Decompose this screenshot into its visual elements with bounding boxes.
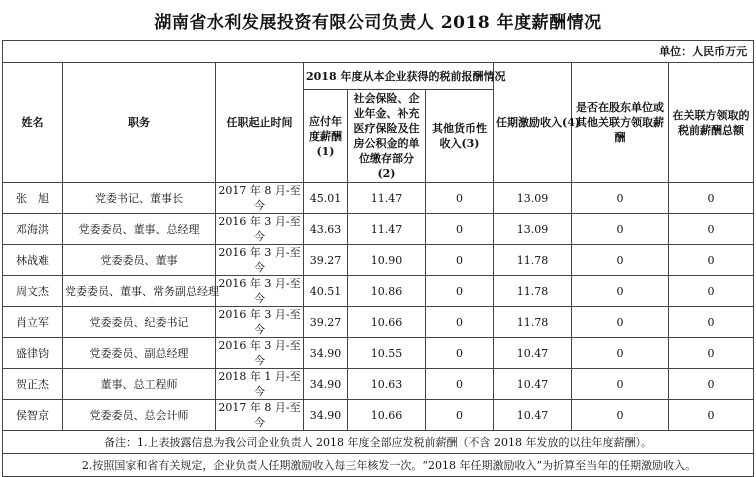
cell-salary: 40.51 [304, 276, 348, 307]
cell-incentive: 11.78 [494, 276, 572, 307]
cell-other-income: 0 [426, 338, 494, 369]
cell-term: 2017 年 8 月-至今 [216, 183, 304, 214]
cell-shareholder-pay: 0 [572, 369, 669, 400]
cell-insurance: 11.47 [348, 183, 426, 214]
header-salary: 应付年度薪酬(1) [304, 90, 348, 183]
salary-table [2, 40, 754, 477]
cell-name: 侯智京 [3, 400, 63, 431]
header-group-income: 2018 年度从本企业获得的税前报酬情况 [304, 63, 494, 90]
note-2: 2.按照国家和省有关规定，企业负责人任期激励收入每三年核发一次。“2018 年任期激励收入”为折算至当年的任期激励收入。 [3, 454, 754, 477]
cell-position: 党委委员、总会计师 [63, 400, 216, 431]
cell-shareholder-pay: 0 [572, 400, 669, 431]
cell-insurance: 10.63 [348, 369, 426, 400]
cell-salary: 45.01 [304, 183, 348, 214]
header-term: 任职起止时间 [216, 63, 304, 183]
table-row [3, 307, 754, 338]
cell-incentive: 13.09 [494, 214, 572, 245]
cell-other-income: 0 [426, 400, 494, 431]
cell-term: 2016 年 3 月-至今 [216, 214, 304, 245]
header-shareholder-pay: 是否在股东单位或其他关联方领取薪酬 [572, 63, 669, 183]
cell-position: 董事、总工程师 [63, 369, 216, 400]
cell-other-income: 0 [426, 183, 494, 214]
cell-insurance: 10.55 [348, 338, 426, 369]
cell-name: 张 旭 [3, 183, 63, 214]
table-row [3, 214, 754, 245]
cell-related-total: 0 [669, 245, 754, 276]
table-row [3, 183, 754, 214]
document-title: 湖南省水利发展投资有限公司负责人 2018 年度薪酬情况 [154, 13, 602, 33]
cell-related-total: 0 [669, 214, 754, 245]
cell-related-total: 0 [669, 183, 754, 214]
cell-term: 2016 年 3 月-至今 [216, 307, 304, 338]
header-insurance: 社会保险、企业年金、补充医疗保险及住房公积金的单位缴存部分(2) [348, 90, 426, 183]
cell-insurance: 10.66 [348, 400, 426, 431]
cell-insurance: 11.47 [348, 214, 426, 245]
cell-insurance: 10.90 [348, 245, 426, 276]
notes-row [3, 454, 754, 477]
cell-shareholder-pay: 0 [572, 245, 669, 276]
cell-related-total: 0 [669, 276, 754, 307]
cell-name: 林战难 [3, 245, 63, 276]
notes-row [3, 431, 754, 454]
cell-shareholder-pay: 0 [572, 338, 669, 369]
cell-insurance: 10.86 [348, 276, 426, 307]
cell-name: 邓海洪 [3, 214, 63, 245]
table-row [3, 338, 754, 369]
cell-position: 党委委员、董事、总经理 [63, 214, 216, 245]
cell-shareholder-pay: 0 [572, 276, 669, 307]
cell-related-total: 0 [669, 400, 754, 431]
cell-related-total: 0 [669, 369, 754, 400]
cell-position: 党委委员、董事 [63, 245, 216, 276]
cell-term: 2016 年 3 月-至今 [216, 245, 304, 276]
cell-other-income: 0 [426, 276, 494, 307]
cell-incentive: 13.09 [494, 183, 572, 214]
cell-name: 肖立军 [3, 307, 63, 338]
cell-salary: 39.27 [304, 245, 348, 276]
cell-incentive: 11.78 [494, 307, 572, 338]
cell-salary: 34.90 [304, 400, 348, 431]
cell-incentive: 10.47 [494, 338, 572, 369]
cell-position: 党委委员、纪委书记 [63, 307, 216, 338]
cell-salary: 34.90 [304, 338, 348, 369]
header-related-total: 在关联方领取的税前薪酬总额 [669, 63, 754, 183]
cell-salary: 43.63 [304, 214, 348, 245]
cell-term: 2016 年 3 月-至今 [216, 276, 304, 307]
cell-term: 2016 年 3 月-至今 [216, 338, 304, 369]
cell-position: 党委书记、董事长 [63, 183, 216, 214]
cell-name: 周文杰 [3, 276, 63, 307]
cell-salary: 34.90 [304, 369, 348, 400]
cell-incentive: 11.78 [494, 245, 572, 276]
table-row [3, 400, 754, 431]
note-1: 备注：1.上表披露信息为我公司企业负责人 2018 年度全部应发税前薪酬（不含 2018 年发放的以往年度薪酬）。 [3, 431, 754, 454]
table-row [3, 276, 754, 307]
header-other-income: 其他货币性收入(3) [426, 90, 494, 183]
cell-incentive: 10.47 [494, 400, 572, 431]
cell-related-total: 0 [669, 307, 754, 338]
cell-shareholder-pay: 0 [572, 307, 669, 338]
cell-position: 党委委员、副总经理 [63, 338, 216, 369]
cell-insurance: 10.66 [348, 307, 426, 338]
cell-other-income: 0 [426, 369, 494, 400]
cell-name: 盛律钧 [3, 338, 63, 369]
table-row [3, 369, 754, 400]
cell-position: 党委委员、董事、常务副总经理 [63, 276, 216, 307]
unit-label: 单位：人民币万元 [3, 41, 754, 63]
cell-salary: 39.27 [304, 307, 348, 338]
cell-shareholder-pay: 0 [572, 183, 669, 214]
cell-term: 2017 年 8 月-至今 [216, 400, 304, 431]
cell-name: 贺正杰 [3, 369, 63, 400]
cell-related-total: 0 [669, 338, 754, 369]
cell-term: 2018 年 1 月-至今 [216, 369, 304, 400]
cell-other-income: 0 [426, 245, 494, 276]
cell-incentive: 10.47 [494, 369, 572, 400]
cell-shareholder-pay: 0 [572, 214, 669, 245]
header-position: 职务 [63, 63, 216, 183]
cell-other-income: 0 [426, 307, 494, 338]
table-row [3, 245, 754, 276]
header-incentive: 任期激励收入(4) [494, 63, 572, 183]
cell-other-income: 0 [426, 214, 494, 245]
header-name: 姓名 [3, 63, 63, 183]
